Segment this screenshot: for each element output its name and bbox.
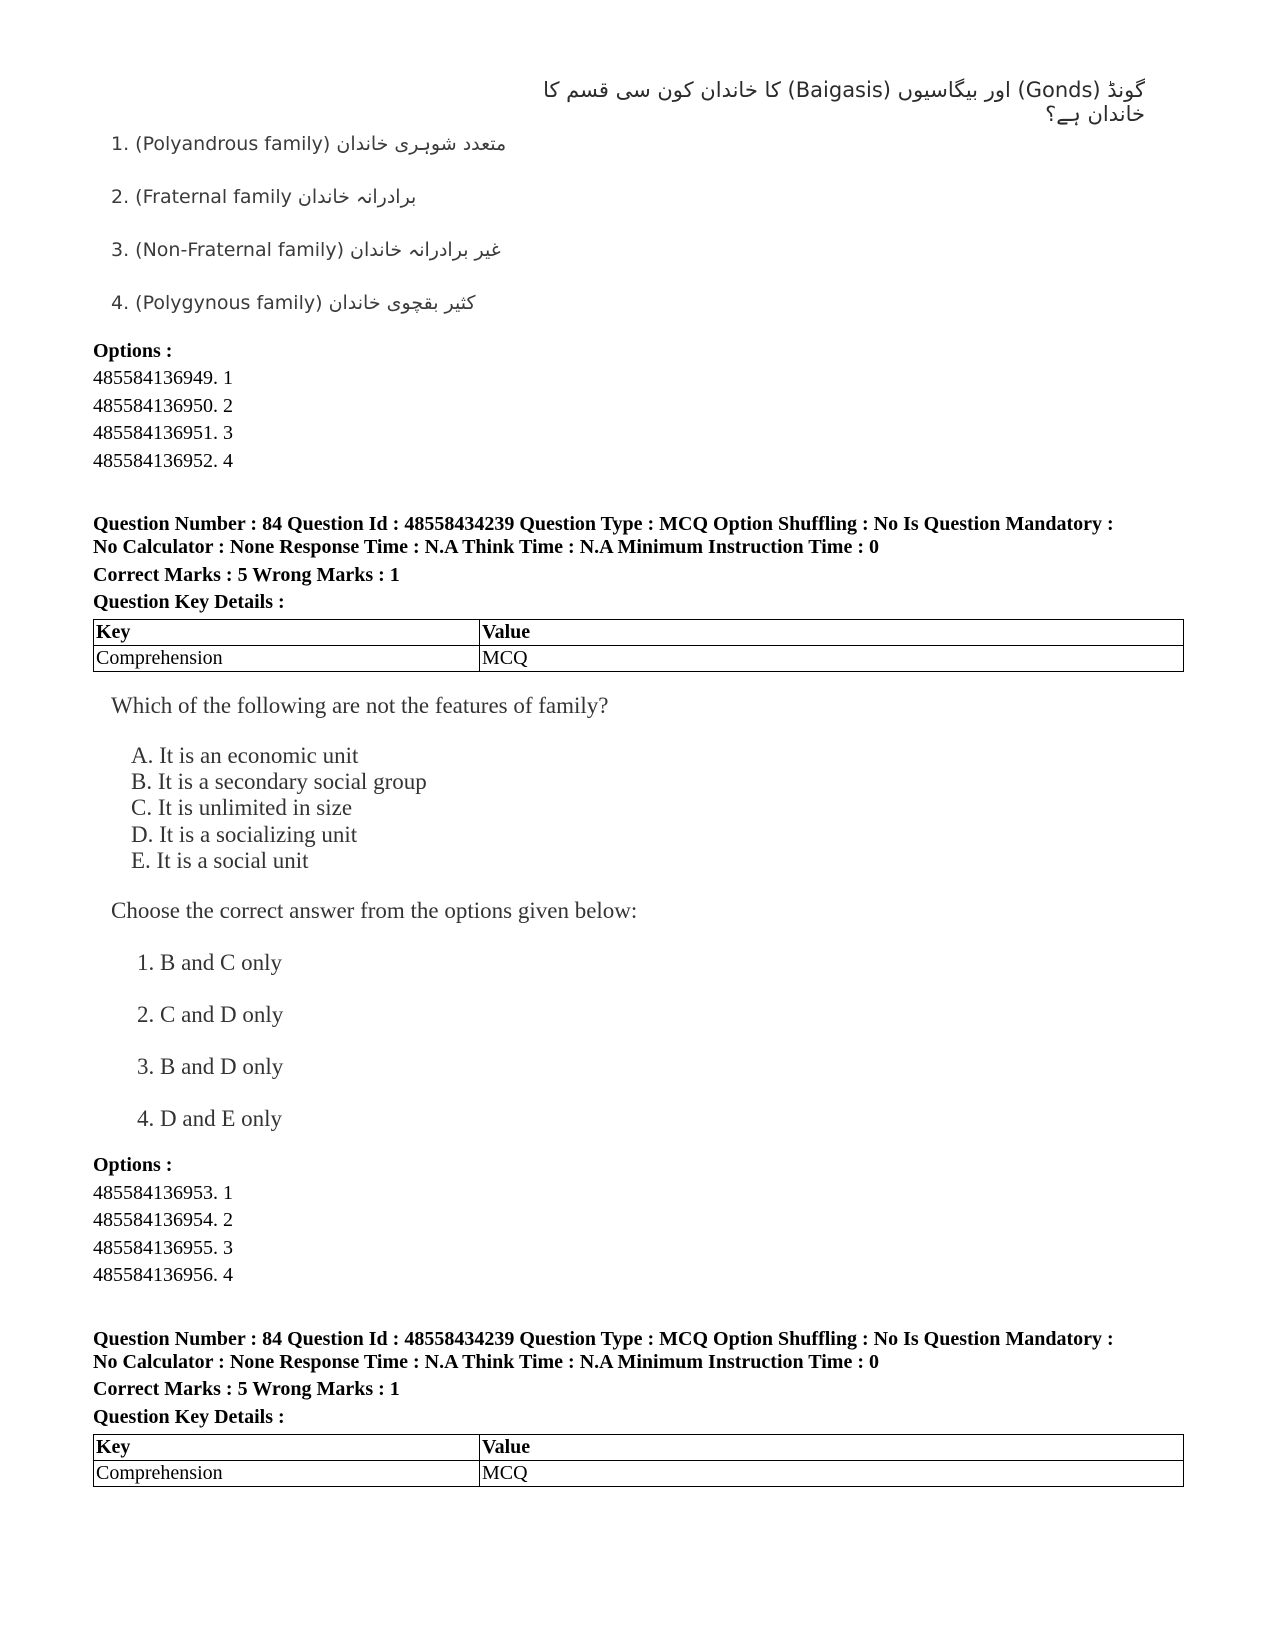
answer-choice-2: 2. C and D only: [137, 1002, 284, 1027]
option-id-7: 485584136955. 3: [93, 1237, 233, 1259]
statement-d: D. It is a socializing unit: [131, 822, 358, 847]
option-id-2: 485584136950. 2: [93, 395, 233, 417]
question-meta-2-line-2: No Calculator : None Response Time : N.A Think Time : N.A Minimum Instruction Time : 0: [93, 1351, 879, 1373]
option-id-5: 485584136953. 1: [93, 1182, 233, 1204]
option-id-1: 485584136949. 1: [93, 367, 233, 389]
key-details-heading: Question Key Details :: [93, 591, 285, 613]
statement-c: C. It is unlimited in size: [131, 795, 353, 820]
answer-choice-1: 1. B and C only: [137, 950, 283, 975]
statement-b: B. It is a secondary social group: [131, 769, 427, 794]
question-meta-2: [93, 1328, 1203, 1374]
statement-e: E. It is a social unit: [131, 848, 309, 873]
table-row: [94, 646, 1184, 672]
urdu-choice-3: 3. (Non-Fraternal family) غیر برادرانہ خاندان: [111, 239, 501, 261]
marks-line-2: Correct Marks : 5 Wrong Marks : 1: [93, 1378, 400, 1400]
table-header-value: Value: [480, 620, 1184, 646]
answer-choice-3: 3. B and D only: [137, 1054, 284, 1079]
statement-a: A. It is an economic unit: [131, 743, 359, 768]
key-value-table: [93, 619, 1184, 672]
table-header-key: Key: [94, 620, 480, 646]
option-id-4: 485584136952. 4: [93, 450, 233, 472]
key-details-heading-2: Question Key Details :: [93, 1406, 285, 1428]
table-header-value: Value: [480, 1435, 1184, 1461]
question-text: Which of the following are not the features of family?: [111, 693, 609, 718]
option-id-3: 485584136951. 3: [93, 422, 233, 444]
instruction-text: Choose the correct answer from the options given below:: [111, 898, 638, 923]
table-cell-value: MCQ: [480, 1461, 1184, 1487]
urdu-question-text: گونڈ (Gonds) اور بیگاسیوں (Baigasis) کا خاندان کون سی قسم کا خاندان ہے؟: [543, 78, 1145, 126]
question-meta: [93, 513, 1203, 559]
key-value-table-2: [93, 1434, 1184, 1487]
option-id-8: 485584136956. 4: [93, 1264, 233, 1286]
table-header-row: [94, 1435, 1184, 1461]
table-header-key: Key: [94, 1435, 480, 1461]
question-meta-line-2: No Calculator : None Response Time : N.A Think Time : N.A Minimum Instruction Time : 0: [93, 536, 879, 558]
urdu-choice-2: 2. (Fraternal family برادرانہ خاندان: [111, 186, 417, 208]
table-row: [94, 1461, 1184, 1487]
table-cell-value: MCQ: [480, 646, 1184, 672]
question-meta-line-1: Question Number : 84 Question Id : 48558434239 Question Type : MCQ Option Shuffling : No Is Question Mandatory :: [93, 513, 1114, 535]
options-heading-2: Options :: [93, 1154, 173, 1176]
question-meta-2-line-1: Question Number : 84 Question Id : 48558434239 Question Type : MCQ Option Shuffling : No Is Question Mandatory :: [93, 1328, 1114, 1350]
table-cell-key: Comprehension: [94, 646, 480, 672]
option-id-6: 485584136954. 2: [93, 1209, 233, 1231]
table-header-row: [94, 620, 1184, 646]
answer-choice-4: 4. D and E only: [137, 1106, 283, 1131]
options-heading: Options :: [93, 340, 173, 362]
urdu-choice-1: 1. (Polyandrous family) متعدد شوہری خاندان: [111, 133, 507, 155]
table-cell-key: Comprehension: [94, 1461, 480, 1487]
marks-line: Correct Marks : 5 Wrong Marks : 1: [93, 564, 400, 586]
urdu-choice-4: 4. (Polygynous family) کثیر بقچوی خاندان: [111, 292, 476, 314]
